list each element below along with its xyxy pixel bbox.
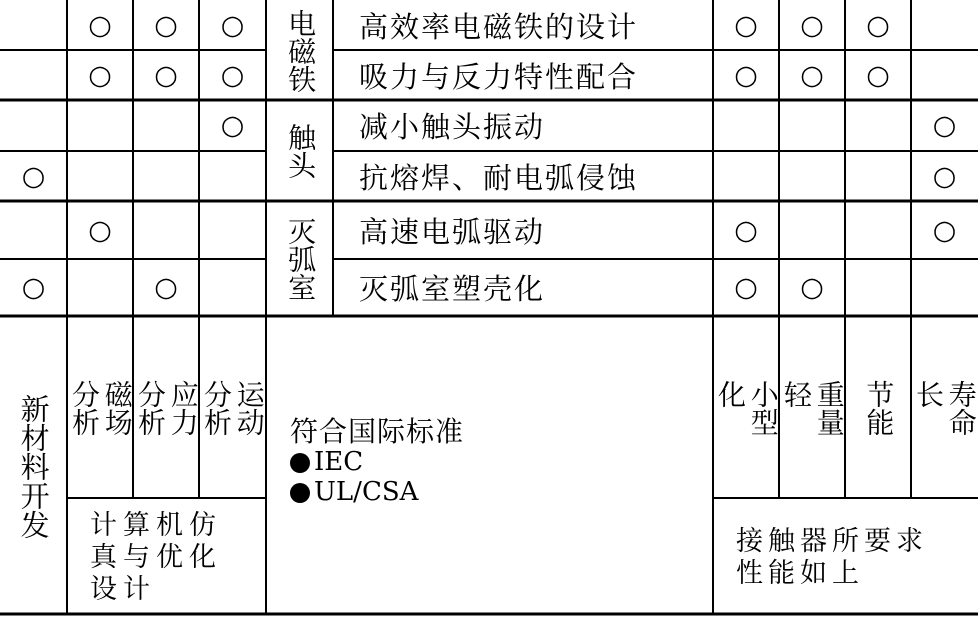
mark-circle-right: ○ [932,110,957,141]
mark-circle-right: ○ [734,9,758,41]
mark-circle-right: ○ [734,214,758,246]
standard-item [290,448,464,478]
mark-circle-left: ○ [154,59,178,91]
row-item-label: 高效率电磁铁的设计 [359,9,639,44]
light-weight [780,318,844,498]
standard-label: UL/CSA [314,477,419,508]
bullet-icon [290,483,310,503]
col-line: 小型 [746,380,780,436]
mark-circle-left: ○ [220,9,245,41]
standards-title: 符合国际标准 [290,415,465,448]
col-line: 长 [912,380,945,408]
mark-circle-left: ○ [220,110,245,141]
standard-item [290,478,464,508]
stress-analysis [134,318,198,498]
col-line: 分析 [200,380,233,436]
mark-circle-left: ○ [21,272,46,303]
magnetic-field-analysis [68,318,132,498]
bullet-icon [290,453,310,473]
text-line: 性能如上 [736,557,864,589]
mark-circle-right: ○ [866,9,890,41]
col-line: 应力 [166,380,200,436]
mark-circle-right: ○ [932,160,957,192]
mark-circle-left: ○ [88,9,112,41]
row-item-label: 灭弧室塑壳化 [359,272,546,306]
text-line: 接触器所要求 [736,526,928,557]
mark-circle-left: ○ [154,9,178,41]
new-material-development: 新材料开发 [16,393,51,539]
col-line: 重量 [812,380,846,436]
motion-analysis [200,318,264,498]
mark-circle-right: ○ [932,214,957,246]
long-life [912,318,976,498]
row-item-label: 抗熔焊、耐电弧侵蚀 [359,160,639,195]
col-line: 分析 [134,380,167,436]
col-line: 运动 [232,380,266,436]
mark-circle-right: ○ [800,59,824,91]
text-line: 设计 [90,573,156,605]
mark-circle-left: ○ [88,214,112,246]
group-label-contact: 触头 [284,123,318,179]
col-line: 分析 [68,380,101,436]
mark-circle-right: ○ [734,272,758,303]
mark-circle-right: ○ [734,59,758,91]
group-label-electromagnet: 电磁铁 [284,9,318,93]
row-item-label: 减小触头振动 [359,110,546,144]
mark-circle-left: ○ [220,59,245,91]
text-line: 计算机仿 [90,510,222,541]
col-line: 寿命 [944,380,978,436]
col-line: 轻 [780,380,813,408]
mark-circle-right: ○ [800,9,824,41]
standard-label: IEC [314,447,364,478]
energy-saving [846,318,910,498]
contactor-requirements [736,526,928,590]
miniaturization [714,318,778,498]
row-item-label: 吸力与反力特性配合 [359,59,639,94]
col-line: 节能 [862,380,896,436]
mark-circle-right: ○ [866,59,890,91]
col-line: 化 [714,380,747,408]
computer-simulation-design [90,510,222,606]
col-line: 磁场 [100,380,134,436]
group-label-arc-chamber: 灭弧室 [284,217,318,301]
row-item-label: 高速电弧驱动 [359,214,546,249]
mark-circle-left: ○ [154,272,178,303]
mark-circle-left: ○ [88,59,112,91]
mark-circle-right: ○ [800,272,824,303]
international-standards [290,416,464,508]
mark-circle-left: ○ [21,160,46,192]
text-line: 真与优化 [90,541,222,573]
